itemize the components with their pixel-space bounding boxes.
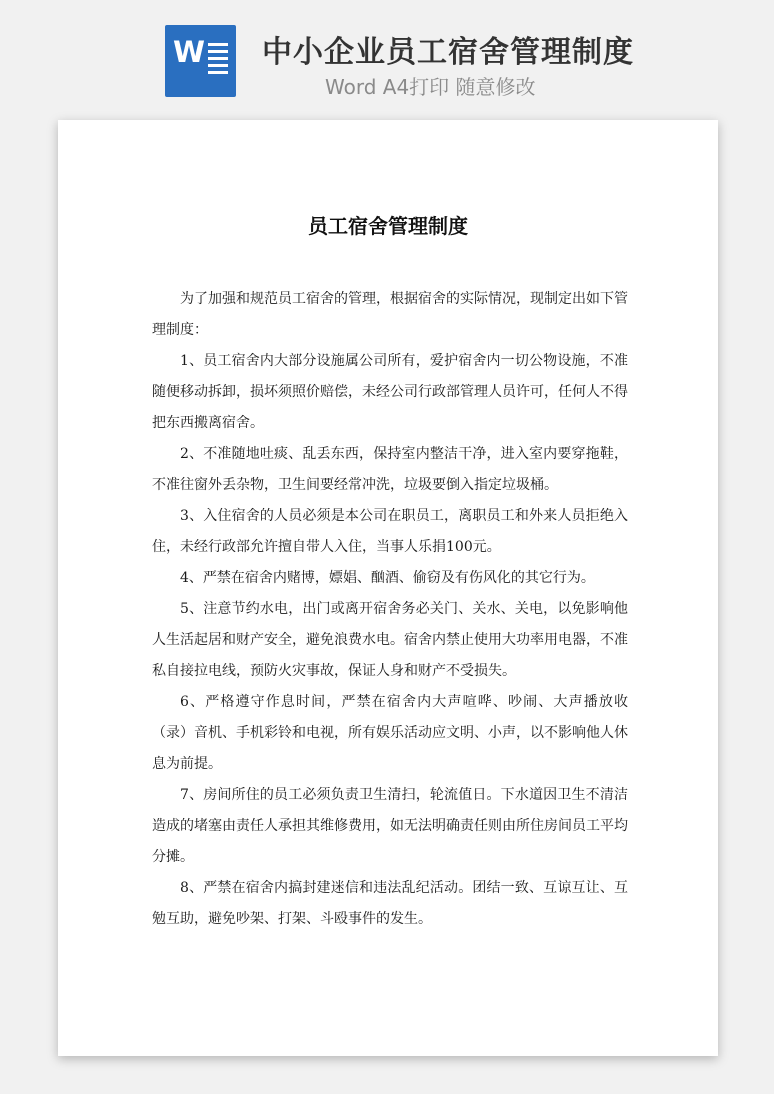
- paragraph-rule-3: 3、入住宿舍的人员必须是本公司在职员工，离职员工和外来人员拒绝入住，未经行政部允许擅自带人入住，当事人乐捐100元。: [152, 508, 628, 555]
- paragraph-rule-4: 4、严禁在宿舍内赌博，嫖娼、酗酒、偷窃及有伤风化的其它行为。: [180, 570, 595, 586]
- header: [0, 0, 774, 110]
- document-page: [58, 120, 718, 1056]
- document-title: 员工宿舍管理制度: [308, 214, 468, 238]
- paragraph-intro: 为了加强和规范员工宿舍的管理，根据宿舍的实际情况，现制定出如下管理制度：: [152, 291, 628, 338]
- page-subtitle: Word A4打印 随意修改: [325, 75, 536, 99]
- logo-letter: W: [173, 35, 205, 69]
- paragraph-rule-5: 5、注意节约水电，出门或离开宿舍务必关门、关水、关电，以免影响他人生活起居和财产安全，避免浪费水电。宿舍内禁止使用大功率用电器，不准私自接拉电线，预防火灾事故，保证人身和财产不受损失。: [152, 601, 628, 679]
- document-body: [152, 284, 628, 935]
- paragraph-rule-6: 6、严格遵守作息时间，严禁在宿舍内大声喧哗、吵闹、大声播放收（录）音机、手机彩铃和电视，所有娱乐活动应文明、小声，以不影响他人休息为前提。: [152, 694, 628, 772]
- word-document-icon: [165, 25, 236, 97]
- page-title: 中小企业员工宿舍管理制度: [262, 35, 634, 70]
- paragraph-rule-2: 2、不准随地吐痰、乱丢东西，保持室内整洁干净，进入室内要穿拖鞋，不准往窗外丢杂物，卫生间要经常冲洗，垃圾要倒入指定垃圾桶。: [152, 446, 628, 493]
- logo-lines: [208, 43, 228, 79]
- paragraph-rule-7: 7、房间所住的员工必须负责卫生清扫，轮流值日。下水道因卫生不清洁造成的堵塞由责任人承担其维修费用，如无法明确责任则由所住房间员工平均分摊。: [152, 787, 628, 865]
- paragraph-rule-8: 8、严禁在宿舍内搞封建迷信和违法乱纪活动。团结一致、互谅互让、互勉互助，避免吵架、打架、斗殴事件的发生。: [152, 880, 628, 927]
- paragraph-rule-1: 1、员工宿舍内大部分设施属公司所有，爱护宿舍内一切公物设施，不准随便移动拆卸，损坏须照价赔偿，未经公司行政部管理人员许可，任何人不得把东西搬离宿舍。: [152, 353, 628, 431]
